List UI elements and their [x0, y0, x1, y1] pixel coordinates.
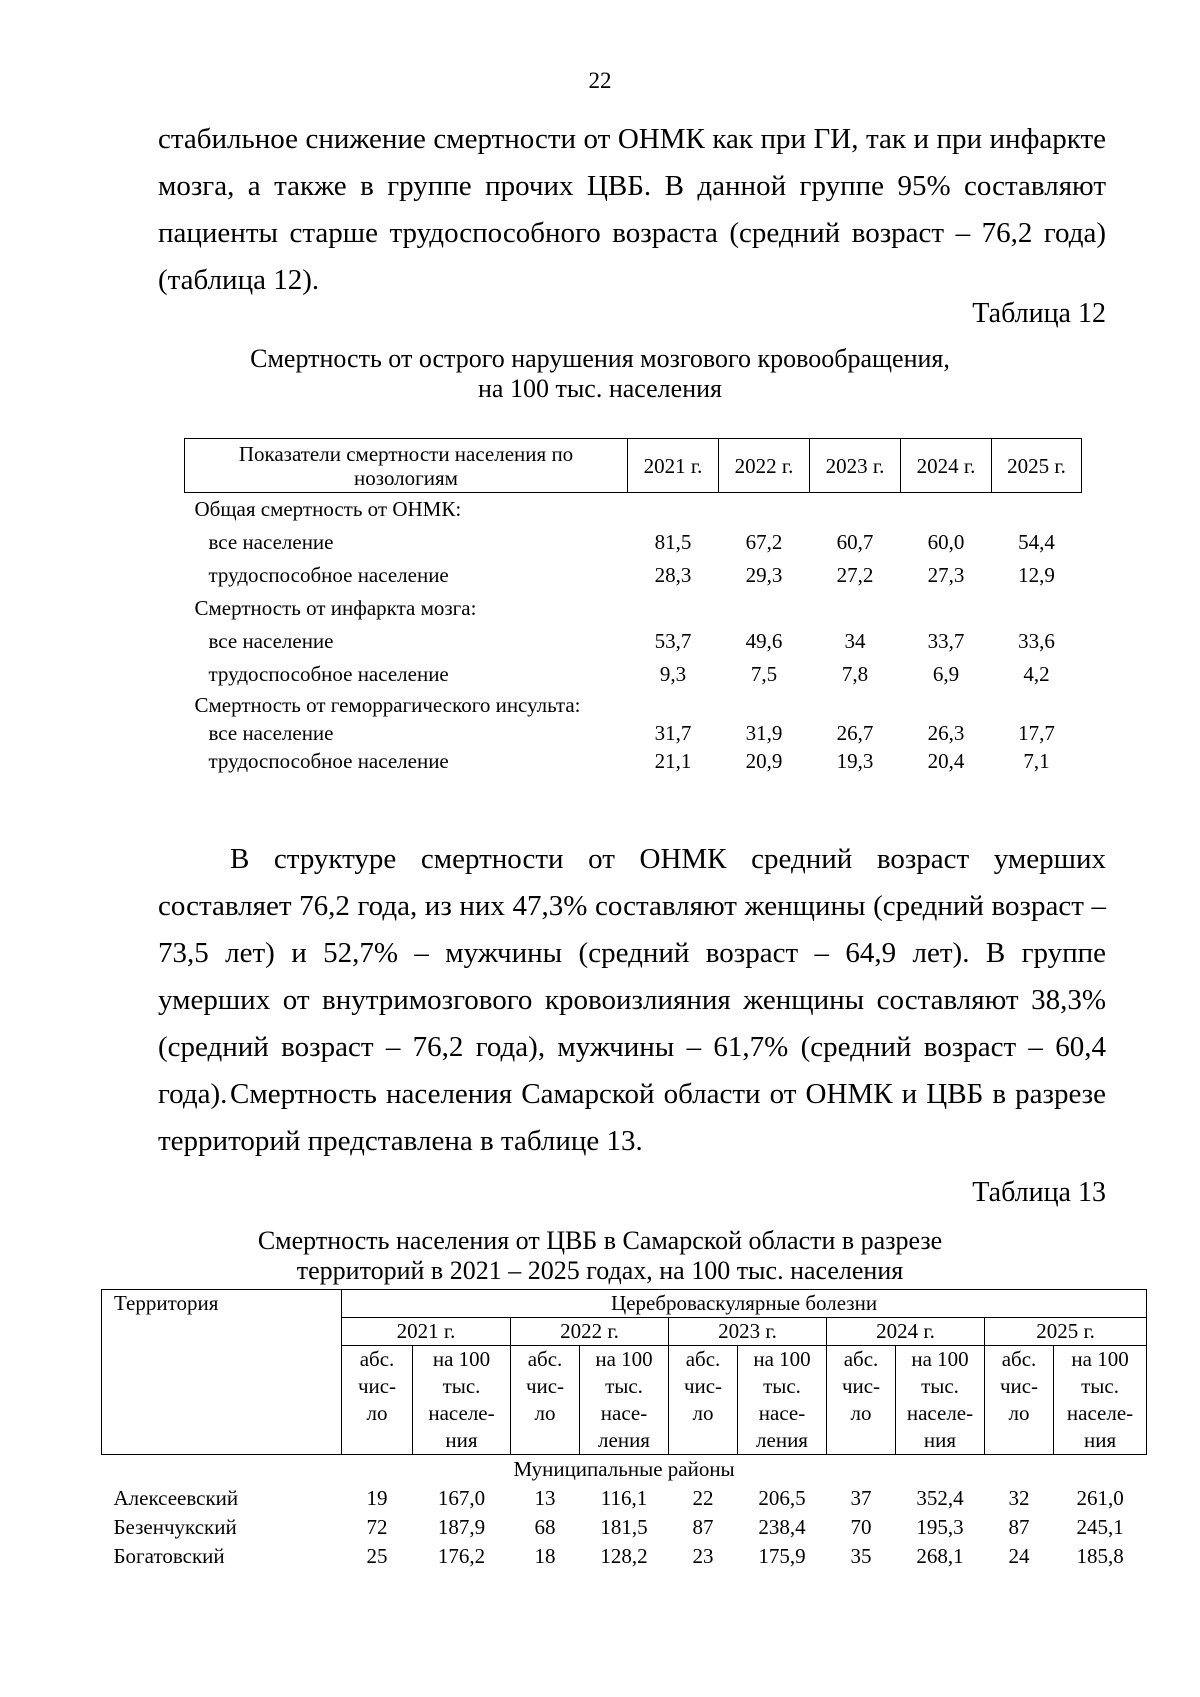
- table-12-label: Таблица 12: [972, 298, 1106, 329]
- table-13-header-row: [102, 1290, 1147, 1318]
- cell-value: 72: [366, 1515, 388, 1539]
- cell-value: 31,9: [745, 720, 783, 745]
- cell-value: 238,4: [758, 1515, 806, 1539]
- abs-number-header: абс. чис- ло: [669, 1346, 738, 1455]
- group-row: [185, 592, 1082, 625]
- cell-value: 24: [1008, 1544, 1030, 1568]
- cell-value: 12,9: [1018, 563, 1055, 587]
- abs-number-header: абс. чис- ло: [511, 1346, 580, 1455]
- table-13-title-line-2: территорий в 2021 – 2025 годах, на 100 тыс. населения: [296, 1256, 904, 1285]
- year-header: 2021 г.: [628, 439, 719, 493]
- paragraph-2: В структуре смертности от ОНМК средний возраст умерших составляет 76,2 года, из них 47,3% составляют женщины (средний возраст – 73,5 лет) и 52,7% – мужчины (средний возраст – 64,9 лет). В группе умерших от внутримозгового кровоизлияния женщины составляют 38,3% (средний возраст – 76,2 года), мужчины – 61,7% (средний возраст – 60,4 года).: [158, 843, 1106, 1110]
- per-100k-header: на 100 тыс. населе- ния: [413, 1346, 511, 1455]
- cell-value: 21,1: [654, 748, 692, 773]
- cell-value: 245,1: [1076, 1515, 1124, 1539]
- territory-name: Богатовский: [113, 1544, 225, 1568]
- row-label: все население: [208, 530, 334, 554]
- table-row: [185, 526, 1082, 559]
- per-100k-header: на 100 тыс. насе- ления: [580, 1346, 669, 1455]
- cell-value: 268,1: [916, 1544, 964, 1568]
- table-13: [101, 1289, 1147, 1571]
- table-row: [185, 719, 1082, 747]
- cell-value: 26,3: [927, 720, 965, 745]
- page-number: 22: [588, 68, 612, 93]
- table-13-title-line-1: Смертность населения от ЦВБ в Самарской области в разрезе: [257, 1226, 943, 1255]
- cell-value: 181,5: [600, 1515, 648, 1539]
- cell-value: 206,5: [758, 1486, 806, 1510]
- per-100k-header: на 100 тыс. населе- ния: [896, 1346, 985, 1455]
- cell-value: 23: [692, 1544, 714, 1568]
- cell-value: 195,3: [916, 1515, 964, 1539]
- abs-number-header: абс. чис- ло: [342, 1346, 413, 1455]
- row-label: трудоспособное население: [208, 662, 449, 686]
- cell-value: 67,2: [745, 530, 783, 554]
- cell-value: 26,7: [836, 720, 874, 745]
- table-12-title-line-2: на 100 тыс. населения: [478, 374, 722, 403]
- cell-value: 6,9: [932, 662, 960, 686]
- cell-value: 116,1: [600, 1486, 648, 1510]
- group-title: Смертность от инфаркта мозга:: [194, 596, 477, 620]
- cell-value: 13: [534, 1486, 556, 1510]
- table-12-header-row: [185, 439, 1082, 493]
- group-title: Смертность от геморрагического инсульта:: [194, 692, 581, 717]
- section-title: Муниципальные районы: [513, 1457, 735, 1481]
- cell-value: 81,5: [654, 530, 692, 554]
- year-header: 2025 г.: [985, 1318, 1147, 1346]
- cell-value: 167,0: [437, 1486, 486, 1510]
- paragraph-1: стабильное снижение смертности от ОНМК как при ГИ, так и при инфаркте мозга, а также в группе прочих ЦВБ. В данной группе 95% составляют пациенты старше трудоспособного возраста (средний возраст – 76,2 года) (таблица 12).: [158, 123, 1106, 296]
- year-header: 2024 г.: [827, 1318, 985, 1346]
- cell-value: 128,2: [600, 1544, 648, 1568]
- abs-number-header: абс. чис- ло: [827, 1346, 896, 1455]
- cell-value: 60,7: [836, 530, 874, 554]
- cell-value: 187,9: [437, 1515, 486, 1539]
- row-label: трудоспособное население: [208, 563, 449, 587]
- year-header: 2022 г.: [719, 439, 810, 493]
- cell-value: 19: [366, 1486, 388, 1510]
- abs-number-header: абс. чис- ло: [985, 1346, 1054, 1455]
- cell-value: 49,6: [745, 629, 783, 653]
- cell-value: 4,2: [1023, 662, 1050, 686]
- row-label: все население: [208, 720, 334, 745]
- cell-value: 34: [844, 629, 866, 653]
- cell-value: 176,2: [437, 1544, 486, 1568]
- group-row: [185, 493, 1082, 527]
- territory-name: Алексеевский: [113, 1486, 239, 1510]
- cell-value: 70: [850, 1515, 872, 1539]
- cell-value: 19,3: [836, 748, 874, 773]
- table-row: [185, 747, 1082, 775]
- cell-value: 7,5: [750, 662, 778, 686]
- per-100k-header: на 100 тыс. насе- ления: [738, 1346, 827, 1455]
- cell-value: 25: [366, 1544, 388, 1568]
- row-label: все население: [208, 629, 334, 653]
- table-row: [185, 625, 1082, 658]
- cell-value: 261,0: [1076, 1486, 1124, 1510]
- row-label: трудоспособное население: [208, 748, 449, 773]
- cell-value: 22: [692, 1486, 714, 1510]
- table-row: [102, 1542, 1147, 1571]
- cell-value: 87: [1008, 1515, 1030, 1539]
- table-12: [184, 438, 1082, 775]
- paragraph-3: Смертность населения Самарской области от ОНМК и ЦВБ в разрезе территорий представлена в таблице 13.: [158, 1078, 1106, 1157]
- table-row: [102, 1484, 1147, 1513]
- cell-value: 20,4: [927, 748, 965, 773]
- cell-value: 35: [850, 1544, 872, 1568]
- cell-value: 68: [534, 1515, 556, 1539]
- year-header: 2022 г.: [511, 1318, 669, 1346]
- indicator-header: Показатели смертности населения по нозологиям: [185, 439, 628, 493]
- cell-value: 7,8: [841, 662, 869, 686]
- cell-value: 54,4: [1018, 530, 1055, 554]
- cell-value: 185,8: [1076, 1544, 1124, 1568]
- section-row: [102, 1455, 1147, 1485]
- cell-value: 32: [1008, 1486, 1030, 1510]
- cell-value: 37: [850, 1486, 872, 1510]
- cell-value: 352,4: [916, 1486, 964, 1510]
- territory-header: Территория: [102, 1290, 342, 1455]
- cell-value: 17,7: [1018, 720, 1055, 745]
- cell-value: 27,3: [927, 563, 965, 587]
- cell-value: 9,3: [659, 662, 687, 686]
- cell-value: 87: [692, 1515, 714, 1539]
- cell-value: 29,3: [745, 563, 783, 587]
- cell-value: 7,1: [1023, 748, 1050, 773]
- year-header: 2023 г.: [810, 439, 901, 493]
- table-12-title-line-1: Смертность от острого нарушения мозгового кровообращения,: [250, 344, 950, 373]
- cell-value: 53,7: [654, 629, 692, 653]
- cell-value: 20,9: [745, 748, 783, 773]
- table-row: [185, 658, 1082, 691]
- group-title: Общая смертность от ОНМК:: [194, 497, 462, 521]
- year-header: 2023 г.: [669, 1318, 827, 1346]
- year-header: 2025 г.: [992, 439, 1082, 493]
- cell-value: 31,7: [654, 720, 692, 745]
- cell-value: 18: [534, 1544, 556, 1568]
- table-13-label: Таблица 13: [972, 1177, 1106, 1208]
- cell-value: 27,2: [836, 563, 874, 587]
- group-row: [185, 691, 1082, 719]
- year-header: 2021 г.: [342, 1318, 511, 1346]
- cell-value: 60,0: [927, 530, 965, 554]
- per-100k-header: на 100 тыс. населе- ния: [1054, 1346, 1147, 1455]
- year-header: 2024 г.: [901, 439, 992, 493]
- table-row: [185, 559, 1082, 592]
- cell-value: 33,6: [1018, 629, 1055, 653]
- cell-value: 28,3: [654, 563, 692, 587]
- territory-name: Безенчукский: [113, 1515, 237, 1539]
- cell-value: 33,7: [927, 629, 965, 653]
- cvd-group-header: Цереброваскулярные болезни: [342, 1290, 1147, 1318]
- cell-value: 175,9: [758, 1544, 806, 1568]
- table-row: [102, 1513, 1147, 1542]
